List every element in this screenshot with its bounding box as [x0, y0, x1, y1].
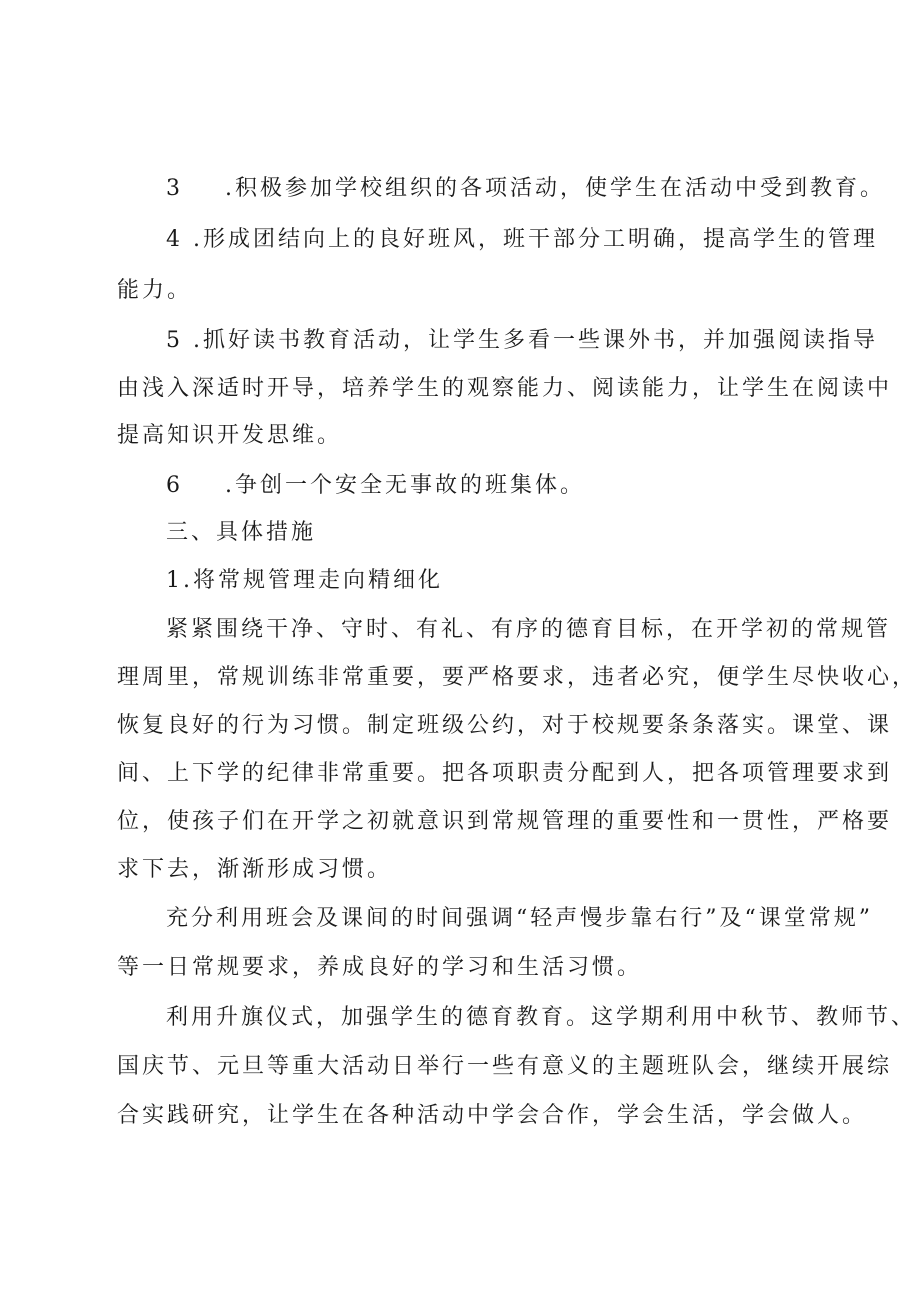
list-item-text: .积极参加学校组织的各项活动，使学生在活动中受到教育。 — [225, 176, 885, 201]
paragraph-line: 恢复良好的行为习惯。制定班级公约，对于校规要条条落实。课堂、课 — [117, 713, 893, 738]
list-item-3 — [166, 178, 885, 200]
list-item-4 — [166, 229, 878, 251]
paragraph-line: 充分利用班会及课间的时间强调“轻声慢步靠右行”及“课堂常规” — [166, 906, 873, 931]
paragraph-line: 合实践研究，让学生在各种活动中学会合作，学会生活，学会做人。 — [117, 1103, 868, 1128]
list-item-text: .形成团结向上的良好班风，班干部分工明确，提高学生的管理 — [193, 227, 878, 252]
paragraph-line: 利用升旗仪式，加强学生的德育教育。这学期利用中秋节、教师节、 — [166, 1005, 917, 1030]
list-item-number: 3 — [166, 176, 183, 201]
list-item-4-continuation: 能力。 — [117, 278, 193, 303]
paragraph-line: 紧紧围绕干净、守时、有礼、有序的德育目标，在开学初的常规管 — [166, 617, 892, 642]
list-item-text: .抓好读书教育活动，让学生多看一些课外书，并加强阅读指导 — [193, 328, 878, 353]
list-item-5-continuation: 提高知识开发思维。 — [117, 423, 343, 448]
paragraph-line: 位，使孩子们在开学之初就意识到常规管理的重要性和一贯性，严格要 — [117, 809, 893, 834]
list-item-6 — [166, 475, 585, 497]
list-item-number: 6 — [166, 473, 183, 498]
list-item-number: 4 — [166, 227, 183, 252]
paragraph-line: 理周里，常规训练非常重要，要严格要求，违者必究，便学生尽快收心， — [117, 665, 918, 690]
paragraph-line: 间、上下学的纪律非常重要。把各项职责分配到人，把各项管理要求到 — [117, 761, 893, 786]
list-item-text: .争创一个安全无事故的班集体。 — [225, 473, 585, 498]
paragraph-line: 国庆节、元旦等重大活动日举行一些有意义的主题班队会，继续开展综 — [117, 1054, 893, 1079]
list-item-5 — [166, 330, 878, 352]
paragraph-line: 等一日常规要求，养成良好的学习和生活习惯。 — [117, 955, 643, 980]
list-item-5-continuation: 由浅入深适时开导，培养学生的观察能力、阅读能力，让学生在阅读中 — [117, 376, 893, 401]
list-item-number: 5 — [166, 328, 183, 353]
subsection-heading: 1.将常规管理走向精细化 — [166, 568, 443, 593]
paragraph-line: 求下去，渐渐形成习惯。 — [117, 857, 393, 882]
section-heading: 三、具体措施 — [166, 520, 317, 545]
